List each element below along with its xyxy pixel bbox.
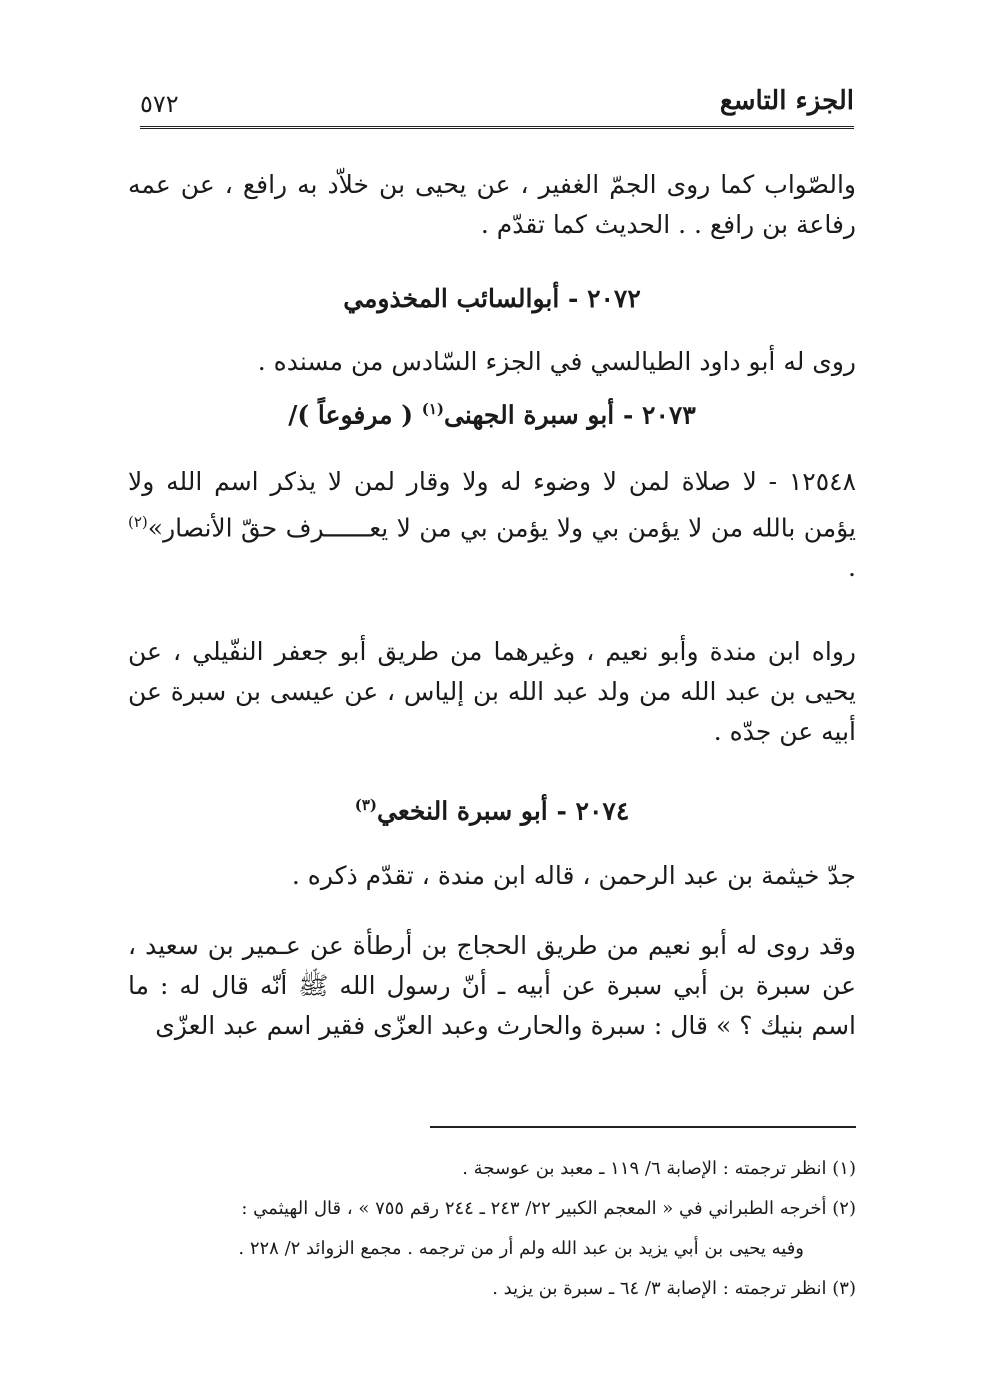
page-header (140, 82, 854, 122)
paragraph-6: وقد روى له أبو نعيم من طريق الحجاج بن أرطأة عن عـمير بن سعيد ، عن سبرة بن أبي سبرة عن أبيه ـ أنّ رسول الله ﷺ أنّه قال له : ما اسم بنيك ؟ » قال : سبرة والحارث وعبد العزّى فقير اسم عبد العزّى (128, 931, 856, 1040)
footnote-ref-1: (١) (421, 400, 445, 418)
footnote-rule (430, 1126, 856, 1128)
entry-heading-2074-title: ٢٠٧٤ - أبو سبرة النخعي (377, 796, 630, 826)
running-title: الجزء التاسع (719, 86, 854, 116)
entry-heading-2073-tail: ( مرفوعاً )/ (288, 400, 414, 430)
hadith-12548-text: ١٢٥٤٨ - لا صلاة لمن لا وضوء له ولا وقار لمن لا يذكر اسم الله ولا يؤمن بالله من لا يؤمن بي ولا يؤمن بي من لا يعــــــرف حقّ الأنصار» (128, 467, 856, 543)
footnote-2-continuation: وفيه يحيى بن أبي يزيد بن عبد الله ولم أر من ترجمه . مجمع الزوائد ٢/ ٢٢٨ . (238, 1238, 804, 1259)
paragraph-5: جدّ خيثمة بن عبد الرحمن ، قاله ابن مندة ، تقدّم ذكره . (291, 861, 856, 890)
paragraph-2: روى له أبو داود الطيالسي في الجزء السّادس من مسنده . (257, 347, 856, 376)
footnote-2: (٢) أخرجه الطبراني في « المعجم الكبير ٢٢/ ٢٤٣ ـ ٢٤٤ رقم ٧٥٥ » ، قال الهيثمي : (241, 1198, 856, 1219)
page-number: ٥٧٢ (140, 90, 179, 118)
entry-heading-2073 (128, 400, 856, 429)
footnote-1: (١) انظر ترجمته : الإصابة ٦/ ١١٩ ـ معبد بن عوسجة . (462, 1158, 856, 1179)
entry-heading-2074 (128, 796, 856, 825)
footnote-ref-3: (٣) (354, 796, 377, 814)
hadith-12548 (128, 462, 856, 588)
entry-heading-2073-title: ٢٠٧٣ - أبو سبرة الجهنى (444, 400, 696, 430)
entry-heading-2072: ٢٠٧٢ - أبوالسائب المخذومي (343, 284, 641, 313)
hadith-12548-end: . (848, 553, 856, 583)
footnote-ref-2: (٢) (128, 513, 148, 531)
paragraph-4: رواه ابن مندة وأبو نعيم ، وغيرهما من طريق أبو جعفر النفّيلي ، عن يحيى بن عبد الله من ولد عبد الله بن إلياس ، عن عيسى بن سبرة عن أبيه عن جدّه . (128, 637, 856, 746)
header-rule (140, 126, 854, 129)
paragraph-1: والصّواب كما روى الجمّ الغفير ، عن يحيى بن خلاّد به رافع ، عن عمه رفاعة بن رافع . . الحديث كما تقدّم . (128, 170, 856, 239)
footnote-3: (٣) انظر ترجمته : الإصابة ٣/ ٦٤ ـ سبرة بن يزيد . (492, 1278, 856, 1299)
